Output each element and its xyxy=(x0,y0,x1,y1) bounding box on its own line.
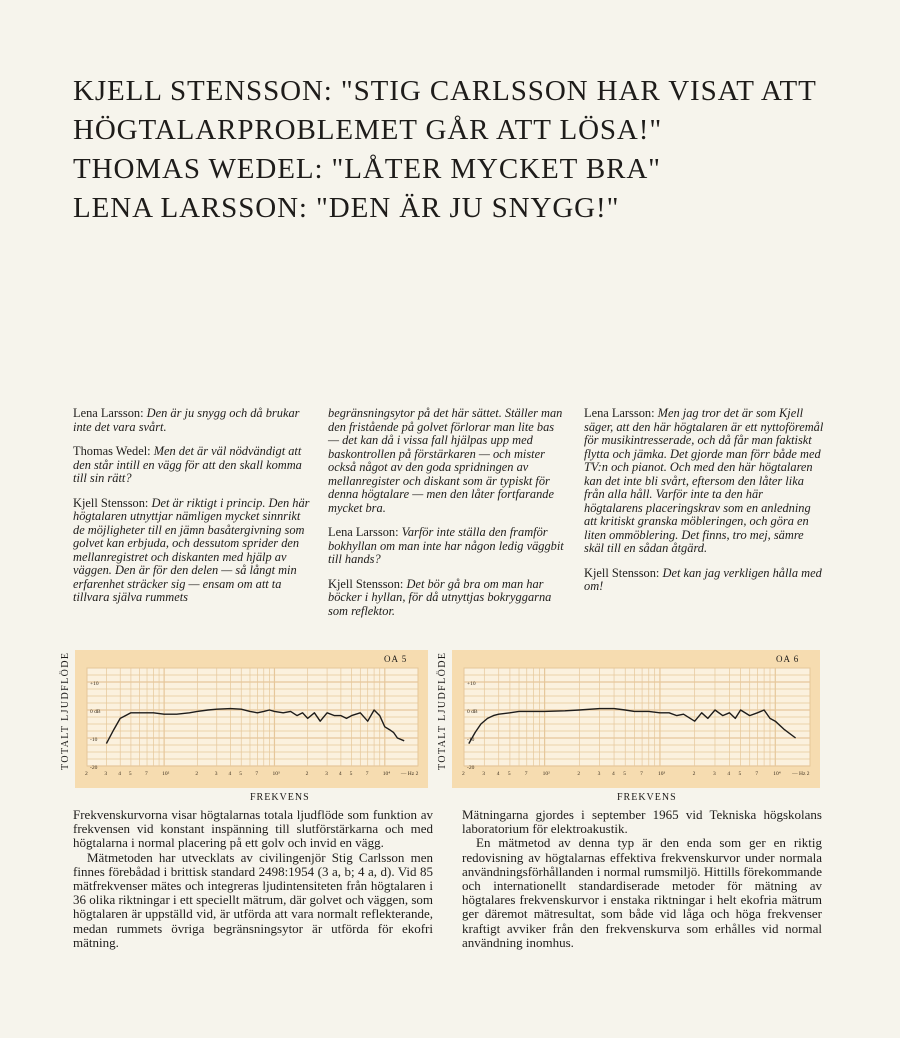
speech-text: Men det är väl nödvändigt att den står intill en vägg för att den skall komma till sin rätt? xyxy=(73,444,302,485)
x-axis-label: FREKVENS xyxy=(250,792,310,803)
y-axis-label: TOTALT LJUDFLÖDE xyxy=(60,651,71,770)
headline-line-3: THOMAS WEDEL: "LÅTER MYCKET BRA" xyxy=(73,153,661,185)
x-tick-label: 7 xyxy=(640,771,643,777)
x-tick-label: 7 xyxy=(255,771,259,777)
y-tick-label: 0 dB xyxy=(90,709,101,715)
x-tick-label: 4 xyxy=(228,771,232,777)
interview-column-1 xyxy=(73,407,313,616)
y-tick-label: -20 xyxy=(90,765,98,771)
x-tick-label: 5 xyxy=(623,771,626,777)
chart-title: OA 6 xyxy=(776,654,800,664)
speech-text: Den är ju snygg och då brukar inte det vara svårt. xyxy=(73,406,300,434)
caption-paragraph: Mätningarna gjordes i september 1965 vid Tekniska högskolans laboratorium för elektroakustik. xyxy=(462,807,822,837)
interview-column-2 xyxy=(328,407,568,629)
speech-text: Det bör gå bra om man har böcker i hyllan, för då utnyttjas bokryggarna som reflektor. xyxy=(328,576,552,618)
headline xyxy=(73,72,863,228)
y-tick-label: -10 xyxy=(90,737,98,743)
interview-paragraph xyxy=(73,445,313,486)
x-tick-label: 2 xyxy=(195,771,199,777)
speaker-name: Kjell Stensson: xyxy=(328,576,404,591)
x-tick-label: 4 xyxy=(727,771,731,777)
speaker-name: Kjell Stensson: xyxy=(73,495,149,510)
chart-oa5-svg xyxy=(60,650,430,790)
x-tick-label: 10³ xyxy=(657,771,666,777)
x-tick-label: 10² xyxy=(542,771,550,777)
chart-oa6 xyxy=(437,650,822,803)
speaker-name: Lena Larsson: xyxy=(584,406,655,420)
caption-right xyxy=(462,808,822,950)
speaker-name: Lena Larsson: xyxy=(73,406,144,420)
headline-line-2: HÖGTALARPROBLEMET GÅR ATT LÖSA!" xyxy=(73,114,663,146)
x-tick-label: 4 xyxy=(338,771,342,777)
interview-paragraph xyxy=(73,497,313,605)
interview-paragraph xyxy=(584,407,824,556)
caption-paragraph: En mätmetod av denna typ är den enda som ger en riktig redovisning av högtalarnas effektiva frekvenskurvor under normala användningsförhållanden i normal rumsmiljö. Hittills förekommande och internationellt standardiserade metoder för mätning av högtalares frekvenskurvor i enstaka riktningar i helt ekofria mätrum ger däremot mätresultat, som både vid låga och höga frekvenser kraftigt avviker från den frekvenskurva som erhålles vid normal användning inomhus. xyxy=(462,835,822,950)
interview-paragraph xyxy=(328,526,568,567)
speaker-name: Lena Larsson: xyxy=(328,525,399,539)
x-tick-label: 4 xyxy=(118,771,121,777)
x-unit-label: — Hz 2 xyxy=(792,771,810,777)
speech-text: Men jag tror det är som Kjell säger, att den här högtalaren är ett nyttoföremål för musikintresserade, och då får man faktiskt flytta och jämka. Det gjorde man förr både med TV:n och pianot. Och med den här högtalaren kan det inte bli svårt, eftersom den låter lika från alla håll. Varför inte ta den här högtalarens placeringskrav som en anledning att kritiskt granska möbleringen, och göra en liten ommöblering. Det finns, tro mej, sämre skäl till en sådan åtgärd. xyxy=(584,406,824,555)
caption-paragraph: Frekvenskurvorna visar högtalarnas totala ljudflöde som funktion av frekvensen vid konstant inspänning till slutförstärkarna och med högtalarna i normal placering på ett golv och invid en vägg. xyxy=(73,807,433,851)
x-tick-label: 2 xyxy=(305,771,309,777)
x-tick-label: 7 xyxy=(524,771,528,777)
x-tick-label: 10⁴ xyxy=(382,771,391,777)
interview-column-3 xyxy=(584,407,824,605)
speech-text: Det är riktigt i princip. Den här högtalaren utnyttjar nämligen mycket sinnrikt de möjligheter till en jämn basåtergivning som golvet kan erbjuda, och dessutom sprider den mellanregistret och diskanten med hjälp av väggen. Den är för den delen — så långt min erfarenhet sträcker sig — ensam om att ta tillvara själva rummets xyxy=(73,495,310,604)
chart-oa6-svg xyxy=(437,650,822,790)
speech-text: Det kan jag verkligen hålla med om! xyxy=(584,565,822,593)
y-axis-label: TOTALT LJUDFLÖDE xyxy=(437,651,448,770)
speaker-name: Kjell Stensson: xyxy=(584,565,660,580)
headline-line-1: KJELL STENSSON: "STIG CARLSSON HAR VISAT ATT xyxy=(73,75,817,107)
x-tick-label: 4 xyxy=(496,771,500,777)
x-tick-label: 3 xyxy=(597,771,601,777)
y-tick-label: +10 xyxy=(467,681,476,687)
speech-text: begränsningsytor på det här sättet. Ställer man den fristående på golvet förlorar man lite bas — det kan då i vissa fall hjälpas upp med baskontrollen på förstärkaren — och mister också något av den goda spridningen av mellanregister och diskant som är typiskt för denna högtalare — men den låter fortfarande mycket bra. xyxy=(328,406,563,515)
x-tick-label: 5 xyxy=(128,771,132,777)
x-tick-label: 3 xyxy=(104,771,108,777)
x-tick-label: 3 xyxy=(712,771,716,777)
interview-paragraph xyxy=(73,407,313,434)
interview-paragraph xyxy=(328,407,568,515)
interview-paragraph xyxy=(584,567,824,594)
x-tick-label: 3 xyxy=(482,771,486,777)
x-tick-label: 2 xyxy=(692,771,696,777)
y-tick-label: 0 dB xyxy=(467,709,478,715)
x-tick-label: 3 xyxy=(214,771,218,777)
x-tick-label: 7 xyxy=(365,771,369,777)
caption-left xyxy=(73,808,433,950)
x-tick-label: 10² xyxy=(162,771,170,777)
x-tick-label: 7 xyxy=(755,771,759,777)
x-tick-label: 2 xyxy=(85,771,88,777)
chart-oa5 xyxy=(60,650,430,803)
y-tick-label: -20 xyxy=(467,765,475,771)
caption-paragraph: Mätmetoden har utvecklats av civilingenjör Stig Carlsson men finnes förebådad i brittisk standard 2498:1954 (3 a, b; 4 a, d). Vid 85 mätfrekvenser mätes och integreras ljudintensiteten från högtalaren i 36 olika riktningar i ett speciellt mätrum, där golvet och väggen, som högtalaren är uppställd vid, är utförda att vara normalt reflekterande, medan rummets övriga begränsningsytor är utförda för ekofri mätning. xyxy=(73,849,433,950)
y-tick-label: +10 xyxy=(90,681,99,687)
chart-title: OA 5 xyxy=(384,654,408,664)
headline-line-4: LENA LARSSON: "DEN ÄR JU SNYGG!" xyxy=(73,192,620,224)
y-tick-label: -10 xyxy=(467,737,475,743)
x-tick-label: 3 xyxy=(325,771,328,777)
speaker-name: Thomas Wedel: xyxy=(73,444,151,458)
speech-text: Varför inte ställa den framför bokhyllan om man inte har någon ledig väggbit till hands? xyxy=(328,525,564,566)
x-tick-label: 10³ xyxy=(272,771,280,777)
x-tick-label: 5 xyxy=(507,771,511,777)
x-tick-label: 5 xyxy=(349,771,353,777)
x-unit-label: — Hz 2 xyxy=(400,771,419,777)
interview-paragraph xyxy=(328,578,568,619)
x-tick-label: 2 xyxy=(462,771,465,777)
x-tick-label: 5 xyxy=(239,771,242,777)
x-tick-label: 4 xyxy=(612,771,615,777)
x-tick-label: 10⁴ xyxy=(773,771,781,777)
x-axis-label: FREKVENS xyxy=(617,792,677,803)
x-tick-label: 2 xyxy=(577,771,581,777)
x-tick-label: 5 xyxy=(738,771,742,777)
x-tick-label: 7 xyxy=(145,771,148,777)
